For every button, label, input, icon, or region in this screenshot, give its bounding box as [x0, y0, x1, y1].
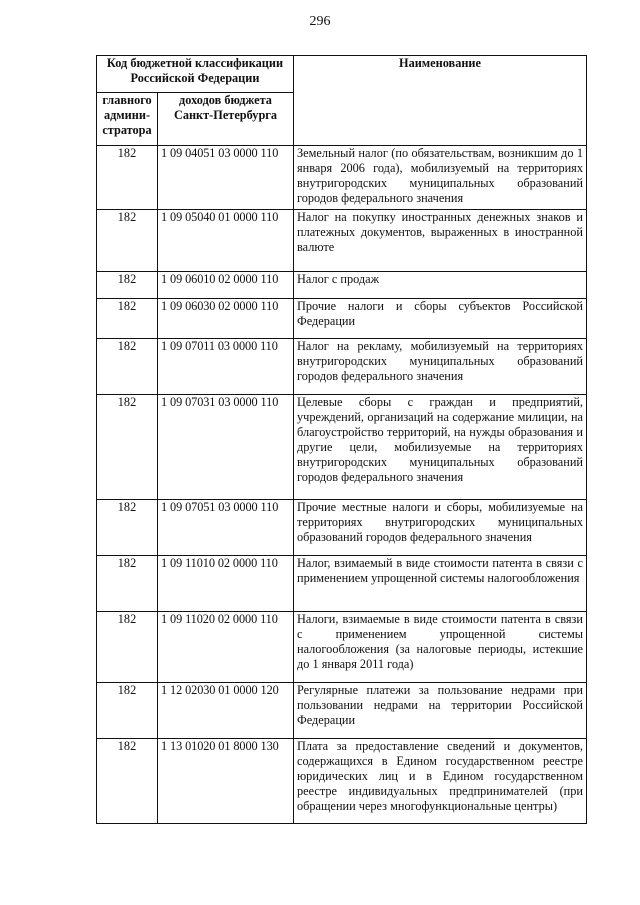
table-row [97, 210, 587, 272]
income-code: 1 09 07031 03 0000 110 [158, 395, 294, 500]
income-code: 1 09 06030 02 0000 110 [158, 299, 294, 339]
income-name: Налог на покупку иностранных денежных знаков и платежных документов, выраженных в иностранной валюте [294, 210, 587, 272]
income-code: 1 09 04051 03 0000 110 [158, 146, 294, 210]
income-name: Налог с продаж [294, 272, 587, 299]
income-name: Земельный налог (по обязательствам, возникшим до 1 января 2006 года), мобилизуемый на территориях внутригородских муниципальных образований городов федерального значения [294, 146, 587, 210]
income-code: 1 12 02030 01 0000 120 [158, 683, 294, 739]
admin-code: 182 [97, 500, 158, 556]
admin-code: 182 [97, 612, 158, 683]
income-name: Налоги, взимаемые в виде стоимости патента в связи с применением упрощенной системы налогообложения (за налоговые периоды, истекшие до 1 января 2011 года) [294, 612, 587, 683]
admin-code: 182 [97, 210, 158, 272]
header-main-administrator: главного админи-стратора [97, 93, 158, 146]
table-row [97, 683, 587, 739]
admin-code: 182 [97, 556, 158, 612]
table-row [97, 739, 587, 824]
table-row [97, 339, 587, 395]
admin-code: 182 [97, 683, 158, 739]
table-row [97, 395, 587, 500]
table-row [97, 612, 587, 683]
admin-code: 182 [97, 299, 158, 339]
admin-code: 182 [97, 146, 158, 210]
admin-code: 182 [97, 395, 158, 500]
income-code: 1 09 07011 03 0000 110 [158, 339, 294, 395]
income-name: Прочие налоги и сборы субъектов Российской Федерации [294, 299, 587, 339]
admin-code: 182 [97, 339, 158, 395]
income-name: Плата за предоставление сведений и документов, содержащихся в Едином государственном реестре юридических лиц и в Едином государственном реестре индивидуальных предпринимателей (при обращении через многофункциональные центры) [294, 739, 587, 824]
income-name: Налог на рекламу, мобилизуемый на территориях внутригородских муниципальных образований городов федерального значения [294, 339, 587, 395]
table-row [97, 272, 587, 299]
income-name: Налог, взимаемый в виде стоимости патента в связи с применением упрощенной системы налогообложения [294, 556, 587, 612]
page-number: 296 [309, 14, 331, 29]
income-code: 1 09 11010 02 0000 110 [158, 556, 294, 612]
admin-code: 182 [97, 739, 158, 824]
header-name: Наименование [294, 56, 587, 146]
header-classification-code: Код бюджетной классификации Российской Федерации [97, 56, 294, 93]
income-code: 1 09 05040 01 0000 110 [158, 210, 294, 272]
income-name: Регулярные платежи за пользование недрами при пользовании недрами на территории Российской Федерации [294, 683, 587, 739]
budget-classification-table [96, 55, 587, 824]
income-code: 1 09 07051 03 0000 110 [158, 500, 294, 556]
income-code: 1 13 01020 01 8000 130 [158, 739, 294, 824]
income-code: 1 09 11020 02 0000 110 [158, 612, 294, 683]
admin-code: 182 [97, 272, 158, 299]
income-name: Прочие местные налоги и сборы, мобилизуемые на территориях внутригородских муниципальных образований городов федерального значения [294, 500, 587, 556]
table-row [97, 556, 587, 612]
table-row [97, 146, 587, 210]
income-name: Целевые сборы с граждан и предприятий, учреждений, организаций на содержание милиции, на благоустройство территорий, на нужды образования и другие цели, мобилизуемые на территориях внутригородских муниципальных образований городов федерального значения [294, 395, 587, 500]
header-budget-income: доходов бюджета Санкт-Петербурга [158, 93, 294, 146]
income-code: 1 09 06010 02 0000 110 [158, 272, 294, 299]
table-row [97, 299, 587, 339]
table-row [97, 500, 587, 556]
